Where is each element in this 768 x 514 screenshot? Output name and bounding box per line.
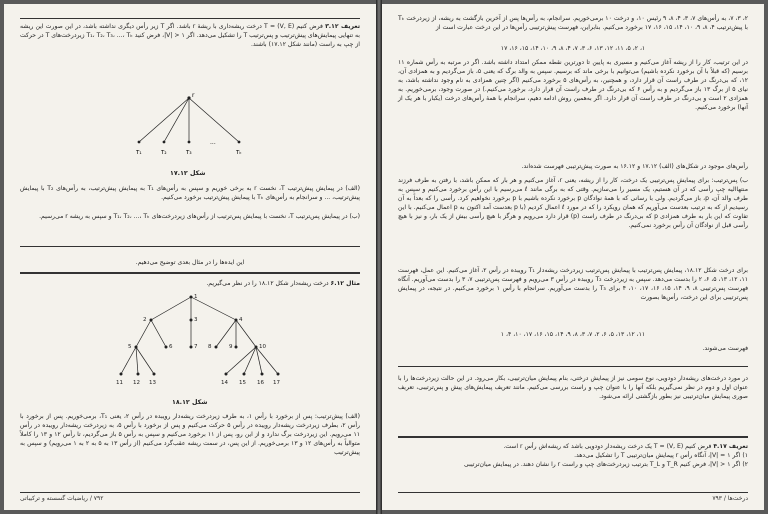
page-number: ۷۹۲ <box>93 495 104 502</box>
definition-title: تعریف ۳.۱۲ <box>325 23 361 30</box>
running-head: ریاضیات گسسته و ترکیباتی <box>20 495 88 502</box>
definition-body: فرض کنیم (T = (V, E یک درخت ریشه‌دار دودویی باشد که ریشه‌اش رأس r است. <box>503 443 712 450</box>
node-label: 13 <box>149 380 156 386</box>
note-text: این ایده‌ها را در مثال بعدی توضیح می‌دهیم. <box>135 259 245 266</box>
node-label: 17 <box>273 380 280 386</box>
page-footer: درخت‌ها / ۷۹۳ <box>712 495 748 502</box>
postorder-sequence: ۱۱، ۱۲، ۱۳، ۵، ۶، ۲، ۷، ۳، ۸، ۹، ۱۴، ۱۵، ۱۶، ۱۷، ۱۰، ۴، ۱ <box>500 331 646 338</box>
page-footer: ۷۹۲ / ریاضیات گسسته و ترکیباتی <box>20 495 104 502</box>
node-label: 9 <box>229 344 233 350</box>
page-number: ۷۹۳ <box>712 495 722 502</box>
node-label: 15 <box>239 380 246 386</box>
ellipsis: ... <box>210 139 216 146</box>
example-rule <box>20 272 360 274</box>
footer-rule <box>398 492 748 493</box>
definition-title: تعریف ۴.۱۷ <box>713 443 748 450</box>
definition-body: فرض کنیم (T = (V, E درخت ریشه‌داری با ریشهٔ r باشد. اگر T زیر رأس دیگری نداشته باشد، در این صورت این ریشه به تنهایی پیمایش‌های پیش‌ترتیب و پس‌ترتیب T را تشکیل می‌دهد. اگر ۱ < |V|، فرض کنید T₁، T₂، T₃، ...، Tₖ زیردرخت‌های T در حرکت از چپ به راست (مانند شکل ۱۷.۱۲) باشند. <box>20 23 360 49</box>
figure-caption: شکل ۱۷.۱۲ <box>170 170 206 177</box>
preorder-example-text: (الف) پیش‌ترتیب: پس از برخورد با رأس ۱، به طرف زیردرخت ریشه‌دار رویبده در رأس ۲، یعنی T₁، برمی‌خوریم. پس از برخورد با رأس ۲، بطرف زیردرخت ریشه‌دار رویبده در رأس ۵ حرکت می‌کنیم و پس از برخورد با رأس ۵، به زیردرخت ریشه‌دار رویبده در رأس ۱۱ می‌رویم. این زیردرخت برگ ندارد و از این رو، پس از ۱۱ برخورد می‌کنیم و سپس به رأس ۵ باز می‌گردیم، تا رأس ۱۲ و ۱۳ را کاملاً متوالیاً به رأس‌های ۱۲ و ۱۳ برمی‌خوریم. از این پس، در سمت ریشه عقب‌گرد می‌کنیم (از رأس ۱۳ به ۵ به ۲ به ۱ می‌رویم) و سپس به پیش‌ترتیب <box>20 413 361 457</box>
preorder-continuation: ۲، ۳، ۷، به رأس‌های ۷، ۳، ۴، ۸، ۹ رئیس ۱۰، و درخت ۱۰ برمی‌خوریم. سرانجام، به رأس‌ها پس از آخرین بازگشت به ریشه، از زیردرخت Tₖ با پیش‌ترتیب ۴، ۸، ۹، ۱۰، ۱۴، ۱۵، ۱۶، ۱۷ برخورد می‌کنیم. بنابراین، فهرست پیش‌ترتیبی رأس‌ها در این درخت عبارت است از <box>398 15 749 32</box>
subtree-label-1: T₁ <box>136 150 142 156</box>
preorder-sequence: ۱، ۲، ۵، ۱۱، ۱۲، ۱۳، ۶، ۳، ۷، ۴، ۸، ۹، ۱۰، ۱۴، ۱۵، ۱۶، ۱۷ <box>500 45 646 52</box>
definition-3-12 <box>4 22 376 49</box>
node-label: 7 <box>194 344 198 350</box>
subtree-label-2: T₂ <box>161 150 167 156</box>
inorder-intro: در مورد درخت‌های ریشه‌دار دودویی، نوع سومی نیز از پیمایش درختی، بنام پیمایش میان‌ترتیبی، بکار می‌رود. در این حالت زیردرخت‌ها را با عنوان اول و دوم در نظر نمی‌گیریم بلکه آنها را با عنوان چپ و راست بررسی می‌کنیم. مانند تعریف پیمایش‌های پیش و پس‌ترتیبی، تعریف صوری پیمایش میان‌ترتیبی نیز بطور بازگشتی ارائه می‌شود. <box>398 375 748 401</box>
node-label: 1 <box>194 294 198 300</box>
node-label: 8 <box>208 344 212 350</box>
figure-caption: شکل ۱۸.۱۲ <box>172 399 208 406</box>
definition-4-17 <box>382 442 764 451</box>
definition-rule <box>398 436 748 438</box>
root-label: r <box>192 92 195 99</box>
node-label: 6 <box>169 344 173 350</box>
node-label: 2 <box>143 317 147 323</box>
section-rule <box>20 246 360 247</box>
node-label: 4 <box>239 317 243 323</box>
node-label: 5 <box>128 344 132 350</box>
node-label: 12 <box>133 380 140 386</box>
right-page <box>382 4 764 510</box>
definition-item-2: ۲) اگر ۱ < |V|، فرض کنیم T_R و T_L بترتیب زیردرخت‌های چپ و راست r را نشان دهند. در پیمایش میان‌ترتیبی <box>464 461 748 469</box>
example-text: درخت ریشه‌دار شکل ۱۸.۱۲ را در نظر می‌گیریم. <box>206 280 329 287</box>
left-page <box>4 4 376 510</box>
section-rule <box>398 366 748 367</box>
subtree-label-3: T₃ <box>186 150 192 156</box>
node-label: 16 <box>257 380 264 386</box>
node-label: 10 <box>259 344 266 350</box>
preorder-figures-note: رأس‌های موجود در شکل‌های (الف) ۱۷.۱۲ و ۱۶.۱۲ به صورت پیش‌ترتیبی فهرست شده‌اند. <box>521 163 748 170</box>
postorder-example: برای درخت شکل ۱۸.۱۲، پیمایش پس‌ترتیب با پیمایش پس‌ترتیب زیردرخت ریشه‌دار T₁ رویبده در رأس ۲، آغاز می‌کنیم. این عمل، فهرست ۱۱، ۱۲، ۱۳، ۵، ۶، ۲ را بدست می‌دهد. سپس به زیردرخت T₂ رویبده در رأس ۳ می‌رویم و فهرست پس‌ترتیبی ۷، ۳ را بدست می‌آوریم. آنگاه فهرست پس‌ترتیبی ۸، ۹، ۱۴، ۱۵، ۱۶، ۱۷، ۱۰، ۴ برای T₃ را بدست می‌آوریم. سرانجام با رأس ۱ برخورد می‌کنیم. در نتیجه، در پیمایش پس‌ترتیبی برای این درخت، رأس‌ها بصورت <box>398 267 749 302</box>
subtree-label-k: Tₖ <box>236 150 242 156</box>
definition-item-1: ۱) اگر ۱ = |V|، آنگاه رأس r پیمایش میان‌ترتیبی T را تشکیل می‌دهد. <box>574 452 748 460</box>
node-label: 14 <box>221 380 228 386</box>
postorder-explanation: ب) پس‌ترتیب: برای پیمایش پس‌ترتیبی یک درخت، کار را از ریشه، یعنی r، آغاز می‌کنیم و هر بار که ممکن باشد، با رفتن به طرف فرزند منتهاالیه چپ رأسی که در آن هستیم، یک مسیر را می‌سازیم. وقتی که به برگی مانند ℓ می‌رسیم با این رأس برخورد می‌کنیم و سپس به طرف والد آن، p، باز می‌گردیم. ولی با رسانی که با همهٔ نوادگان p برخورد نکرده باشیم با p برخورد نخواهیم کرد. رأسی را که بعداً به آن رسیدیم از که به ترتیب بعدست می‌آوریم که همان رویکرد را که در مورد ℓ اعمال کردیم (با p بعدست آمد اکنون به p اعمال می‌کنیم. با این تفاوت که این بار به طرف همزادی p که بی‌درنگ در طرف راست (p) قرار دارد می‌رویم و هرگز با هیچ رأسی بیش از یک بار، و نیز با هیچ رأسی قبل از نوادگان آن رأس برخورد نمی‌کنیم. <box>398 177 748 230</box>
example-title: مثال ۶.۱۲ <box>330 280 360 287</box>
figure-18-12 <box>96 292 286 392</box>
node-label: 3 <box>194 317 198 323</box>
example-6-12 <box>4 279 376 288</box>
figure-17-12 <box>114 92 264 162</box>
top-rule <box>20 18 360 19</box>
footer-rule <box>20 492 360 493</box>
running-head: درخت‌ها <box>727 495 748 502</box>
postorder-definition: (ب) در پیمایش پس‌ترتیب T، نخست با پیمایش پس‌ترتیب از رأس‌های زیردرخت‌های T₁، T₂، ...، Tₖ و سپس به ریشه r می‌رسیم. <box>39 213 360 220</box>
node-label: 11 <box>116 380 123 386</box>
listed-text: فهرست می‌شوند. <box>702 345 748 352</box>
preorder-definition: (الف) در پیمایش پیش‌ترتیب T، نخست r به برخی خوریم و سپس به رأس‌های T₁ به پیمایش پیش‌ترتیب، به رأس‌های T₂ با پیمایش پیش‌ترتیب، ... و سرانجام به رأس‌های Tₖ با پیمایش پیش‌ترتیب برخورد می‌کنیم. <box>20 185 360 202</box>
preorder-explanation: در این ترتیب، کار را از ریشه آغاز می‌کنیم و مسیری به پایین تا دورترین نقطه ممکن امتداد داشته باشد. اگر در مرتبه به رأس شماره ۱۱ برسیم (که قبلاً با آن برخورد نکرده باشیم) می‌توانیم با برخی ماند که برسیم. سپس به والد برگ که یعنی ۵، باز می‌گردیم و به همزادی آن، ۱۲، که بی‌درنگ در طرف راست آن قرار دارد، و همچنین، به رأس‌های ۵ برخورد می‌کنیم (اگر چنین همزادی به نام وجود نداشته باشد، به نیای ۵ از برگ ۱۳ باز می‌گردیم و به رأس ۶ که بی‌درنگ در طرف راست آن قرار دارد، برخورد می‌کنیم.) در صورت وجود، برمی‌خوریم. به همزادی ۲ است و بی‌درنگ در طرف راست آن قرار دارد. اگر به‌همین روش ادامه دهیم، سرانجام با همهٔ رأس‌های درخت (یکبار با هر یک از آنها) برخورد می‌کنیم. <box>398 59 749 112</box>
